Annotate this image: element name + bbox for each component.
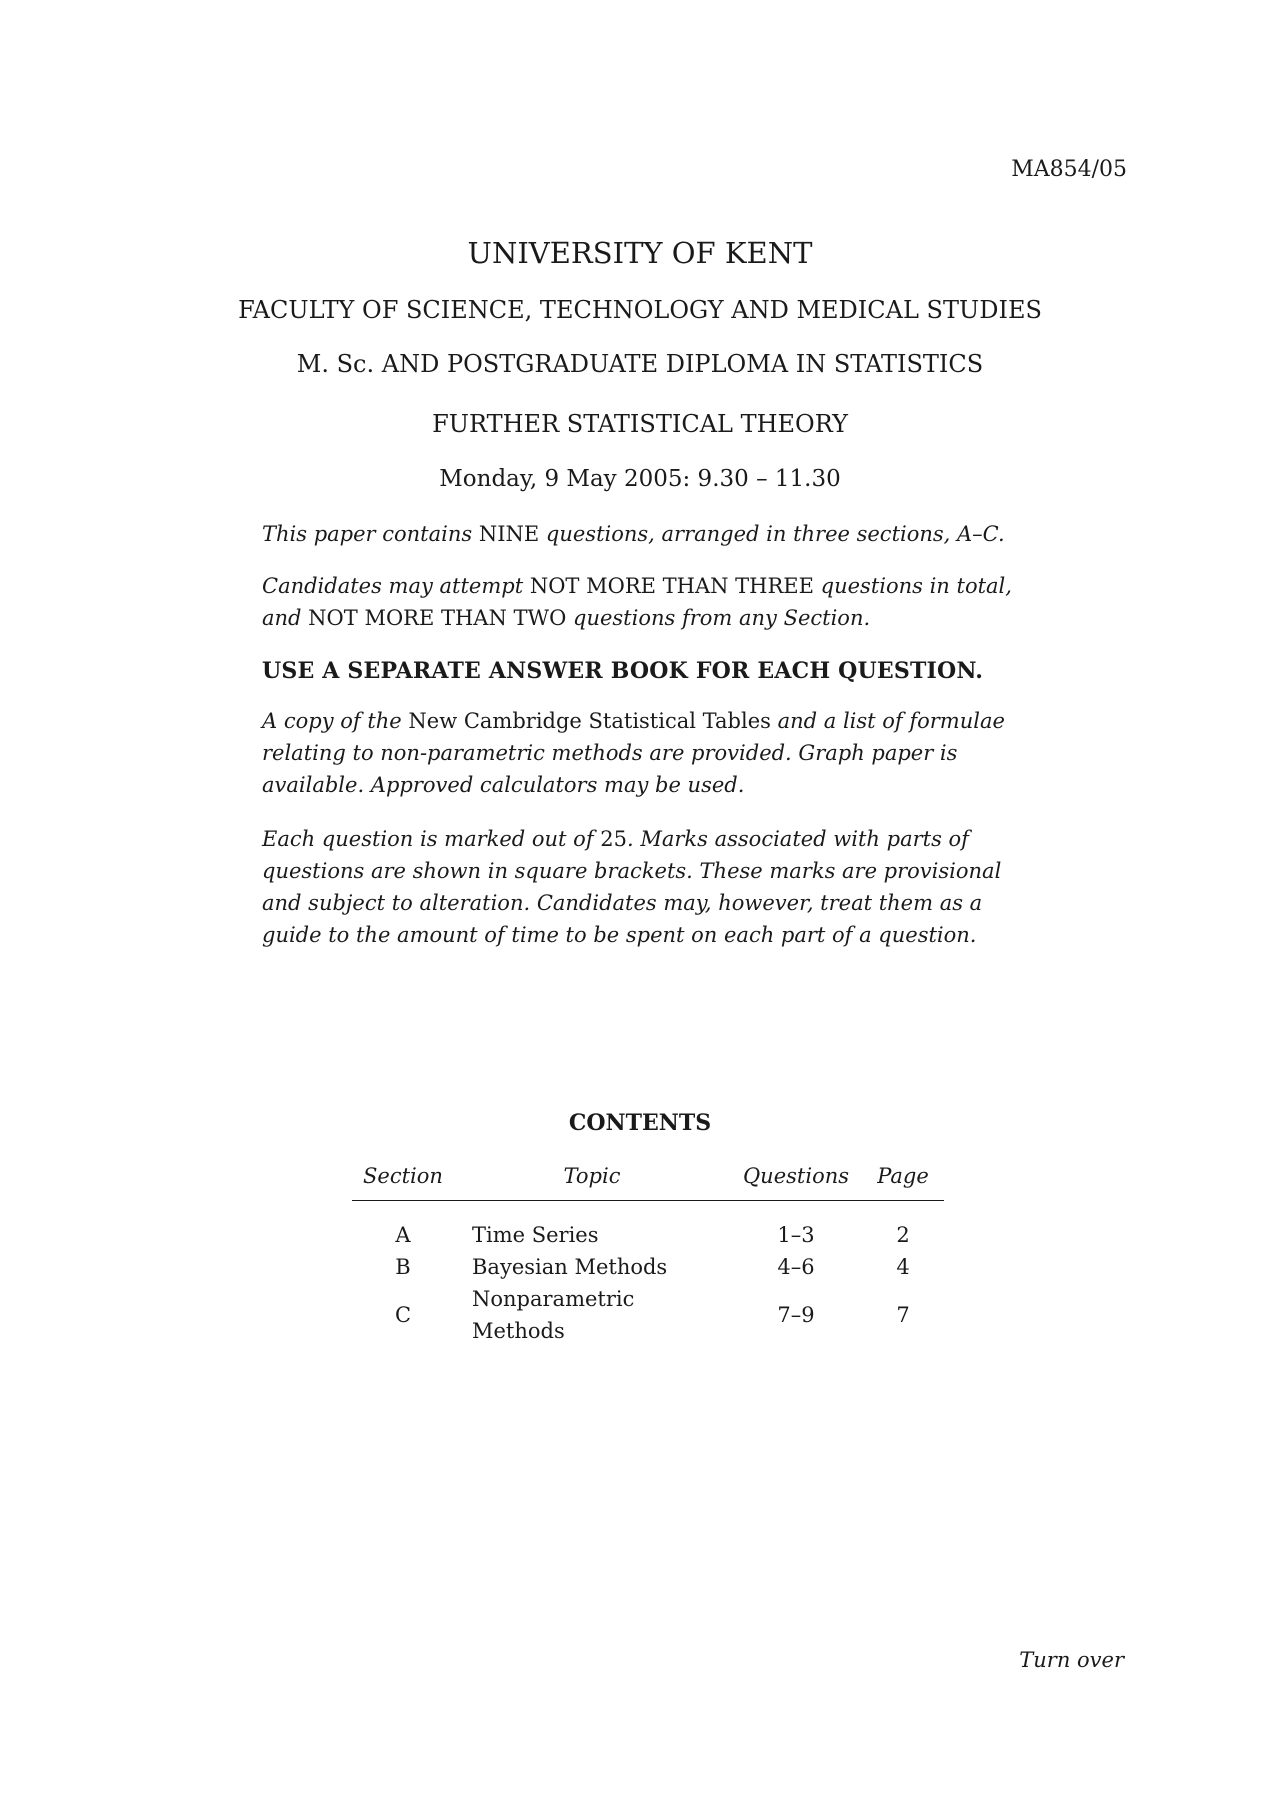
header-page: Page	[862, 1160, 944, 1201]
row-topic: Time Series	[472, 1223, 599, 1247]
row-section: B	[395, 1255, 411, 1279]
row-questions: 7–9	[777, 1303, 815, 1327]
exam-date-time: Monday, 9 May 2005: 9.30 – 11.30	[439, 466, 841, 492]
contents-table	[352, 1160, 944, 1347]
course-title: FURTHER STATISTICAL THEORY	[432, 410, 848, 438]
row-topic: Nonparametric Methods	[472, 1287, 635, 1343]
header-section: Section	[352, 1160, 454, 1201]
header-questions: Questions	[730, 1160, 862, 1201]
instruction-answer-book: USE A SEPARATE ANSWER BOOK FOR EACH QUESTION.	[262, 658, 984, 684]
row-topic: Bayesian Methods	[472, 1255, 668, 1279]
turn-over-note: Turn over	[1019, 1648, 1124, 1672]
instruction-materials: A copy of the New Cambridge Statistical Tables and a list of formulae relating to non-parametric methods are provided. Graph paper is available. Approved calculators may be used.	[262, 709, 1005, 797]
table-row	[352, 1283, 944, 1347]
row-section: A	[395, 1223, 411, 1247]
paper-code: MA854/05	[1011, 157, 1127, 182]
university-title: UNIVERSITY OF KENT	[467, 236, 813, 270]
instruction-marks: Each question is marked out of 25. Marks associated with parts of questions are shown in square brackets. These marks are provisional and subject to alteration. Candidates may, however, treat them as a guide to the amount of time to be spent on each part of a question.	[262, 827, 1002, 947]
row-page: 7	[896, 1303, 910, 1327]
row-section: C	[394, 1303, 412, 1327]
faculty-title: FACULTY OF SCIENCE, TECHNOLOGY AND MEDICAL STUDIES	[238, 296, 1042, 324]
contents-header-row	[352, 1160, 944, 1201]
table-row	[352, 1251, 944, 1283]
row-page: 4	[896, 1255, 910, 1279]
instruction-attempt-limit: Candidates may attempt NOT MORE THAN THREE questions in total, and NOT MORE THAN TWO questions from any Section.	[262, 574, 1012, 630]
row-page: 2	[896, 1223, 910, 1247]
row-questions: 1–3	[777, 1223, 815, 1247]
contents-heading: CONTENTS	[568, 1110, 712, 1136]
instruction-question-count: This paper contains NINE questions, arranged in three sections, A–C.	[262, 522, 1005, 546]
table-row	[352, 1201, 944, 1252]
row-questions: 4–6	[777, 1255, 815, 1279]
degree-title: M. Sc. AND POSTGRADUATE DIPLOMA IN STATISTICS	[296, 350, 984, 378]
header-topic: Topic	[454, 1160, 730, 1201]
